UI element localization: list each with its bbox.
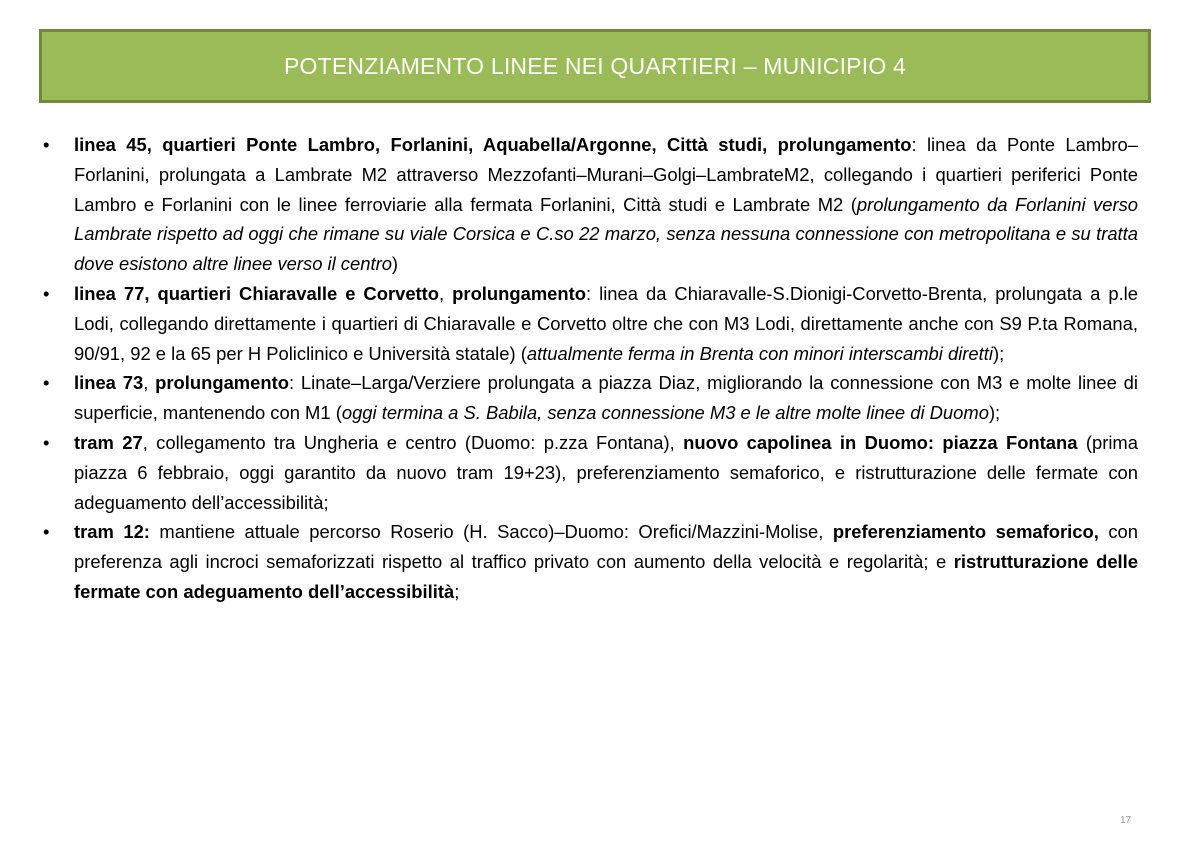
item-text: mantiene attuale percorso Roserio (H. Sacco)–Duomo: Orefici/Mazzini-Molise, [149, 521, 833, 543]
item-text: : linea da Ponte Lambro–Forlanini, prolungata a Lambrate M2 attraverso Mezzofanti–Murani–Golgi–LambrateM2, collegando i quartieri periferici Ponte Lambro e Forlanini con le linee ferroviarie alla fermata Forlanini, Città studi e Lambrate M2 ( [74, 134, 1138, 215]
item-text: : Linate–Larga/Verziere prolungata a piazza Diaz, migliorando la connessione con M3 e molte linee di superficie, mantenendo con M1 ( [74, 372, 1138, 424]
list-item-linea-45 [40, 130, 1138, 279]
bullet-icon: • [43, 431, 50, 453]
item-bold-text: prolungamento [452, 282, 587, 304]
item-bold-text: linea 73 [74, 372, 144, 394]
item-bold-text: nuovo capolinea in Duomo: piazza Fontana [683, 431, 1078, 453]
title-banner [39, 29, 1151, 103]
item-bold-text: preferenziamento semaforico, [832, 521, 1099, 543]
item-bold-text: tram 27 [74, 431, 143, 453]
page-title: POTENZIAMENTO LINEE NEI QUARTIERI – MUNICIPIO 4 [284, 52, 906, 79]
item-text: ); [992, 342, 1005, 364]
item-text: , [439, 282, 453, 304]
page-number: 17 [1120, 815, 1132, 826]
list-item-tram-12 [40, 517, 1138, 606]
item-text: (prima piazza 6 febbraio, oggi garantito da nuovo tram 19+23), preferenziamento semaforico, e ristrutturazione delle fermate con adeguamento dell’accessibilità; [74, 431, 1138, 513]
item-bold-text: tram 12: [74, 521, 150, 543]
item-text: ) [391, 253, 399, 275]
bullet-icon: • [43, 372, 50, 394]
item-text: ; [454, 580, 460, 602]
item-italic-text: oggi termina a S. Babila, senza connessione M3 e le altre molte linee di Duomo [341, 402, 989, 424]
item-text: ); [988, 402, 1001, 424]
list-item-linea-73 [40, 368, 1138, 428]
item-bold-text: linea 45, quartieri Ponte Lambro, Forlanini, Aquabella/Argonne, Città studi, prolungamento [74, 134, 912, 155]
item-italic-text: attualmente ferma in Brenta con minori interscambi diretti [526, 342, 993, 364]
item-text: , [143, 372, 156, 394]
item-bold-text: prolungamento [155, 372, 289, 394]
item-text: : linea da Chiaravalle-S.Dionigi-Corvetto-Brenta, prolungata a p.le Lodi, collegando direttamente i quartieri di Chiaravalle e Corvetto oltre che con M3 Lodi, direttamente anche con S9 P.ta Romana, 90/91, 92 e la 65 per H Policlinico e Università statale) ( [74, 282, 1138, 364]
bullet-icon: • [43, 521, 50, 543]
item-italic-text: prolungamento da Forlanini verso Lambrate rispetto ad oggi che rimane su viale Corsica e C.so 22 marzo, senza nessuna connessione con metropolitana e su tratta dove esistono altre linee verso il centro [74, 193, 1138, 275]
item-bold-text: ristrutturazione delle fermate con adeguamento dell’accessibilità [74, 551, 1138, 602]
item-bold-text: linea 77, quartieri Chiaravalle e Corvetto [74, 282, 440, 304]
bullet-list [40, 130, 1138, 607]
list-item-tram-27 [40, 428, 1138, 517]
bullet-icon: • [43, 282, 50, 304]
item-text: , collegamento tra Ungheria e centro (Duomo: p.zza Fontana), [142, 431, 684, 453]
list-item-linea-77 [40, 279, 1138, 368]
item-text: con preferenza agli incroci semaforizzati rispetto al traffico privato con aumento della velocità e regolarità; e [74, 521, 1138, 573]
bullet-icon: • [43, 134, 50, 155]
